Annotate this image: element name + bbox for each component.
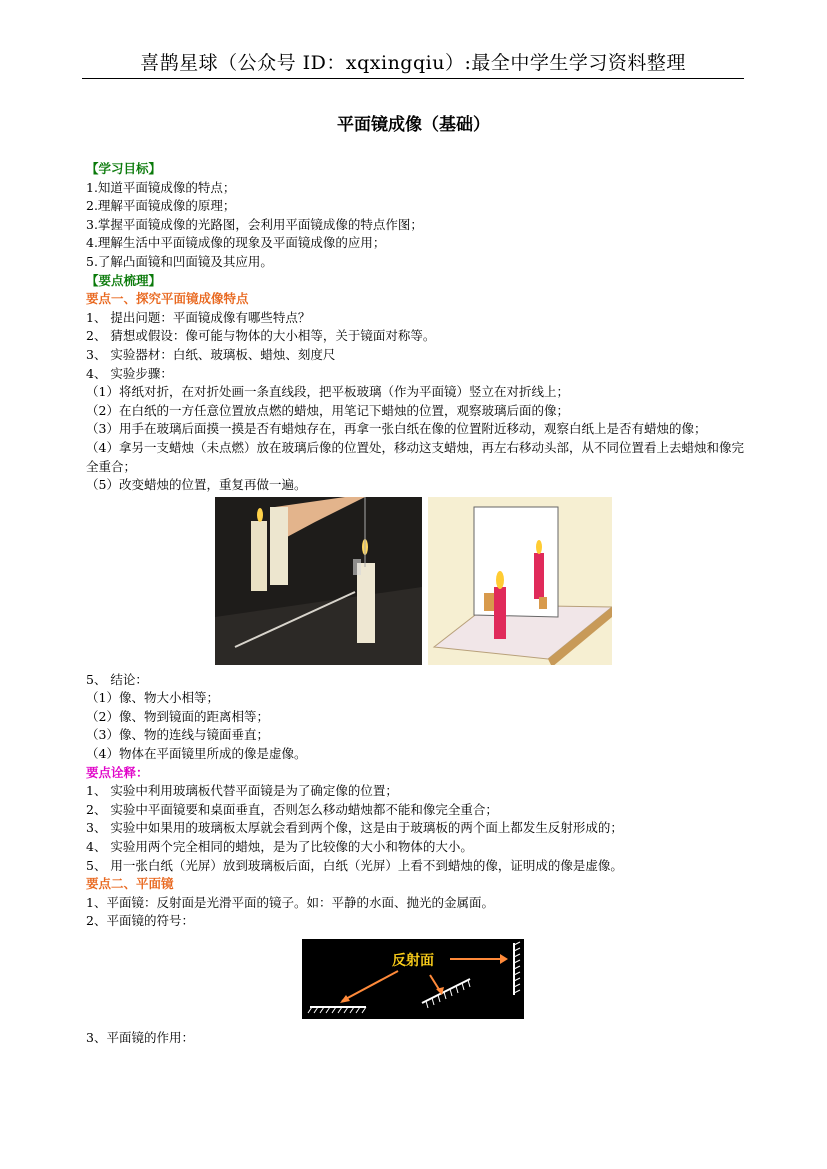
- step-item: （5）改变蜡烛的位置，重复再做一遍。: [86, 477, 307, 493]
- point1-item: 4、 实验步骤：: [86, 365, 173, 381]
- conclusion-heading: 5、 结论：: [86, 671, 148, 687]
- note-item: 5、 用一张白纸（光屏）放到玻璃板后面，白纸（光屏）上看不到蜡烛的像，证明成的像是虚像。: [86, 857, 623, 873]
- point2-item: 3、平面镜的作用：: [86, 1030, 194, 1045]
- mirror-label: 反射面: [392, 953, 434, 969]
- mirror-symbol-diagram: [302, 939, 524, 1019]
- goal-item: 3.掌握平面镜成像的光路图，会利用平面镜成像的特点作图；: [86, 216, 423, 232]
- goal-item: 4.理解生活中平面镜成像的现象及平面镜成像的应用；: [86, 235, 386, 251]
- page-title: 平面镜成像（基础）: [337, 115, 490, 135]
- notes-heading: 要点诠释：: [86, 764, 149, 780]
- page-header: 喜鹊星球（公众号 ID：xqxingqiu）:最全中学生学习资料整理: [82, 50, 744, 79]
- conclusion-item: （1）像、物大小相等；: [86, 690, 219, 706]
- note-item: 4、 实验用两个完全相同的蜡烛，是为了比较像的大小和物体的大小。: [86, 839, 473, 855]
- point1-item: 2、 猜想或假设：像可能与物体的大小相等，关于镜面对称等。: [86, 328, 436, 344]
- point2-item: 2、平面镜的符号：: [86, 913, 194, 929]
- conclusion-item: （2）像、物到镜面的距离相等；: [86, 708, 269, 724]
- step-item: （3）用手在玻璃后面摸一摸是否有蜡烛存在，再拿一张白纸在像的位置附近移动，观察白纸上是否有蜡烛的像；: [86, 421, 707, 437]
- document-body: [86, 160, 746, 1048]
- goal-item: 2.理解平面镜成像的原理；: [86, 198, 236, 214]
- step-item: （2）在白纸的一方任意位置放点燃的蜡烛，用笔记下蜡烛的位置，观察玻璃后面的像；: [86, 402, 569, 418]
- note-item: 1、 实验中利用玻璃板代替平面镜是为了确定像的位置；: [86, 783, 398, 799]
- point2-item: 1、平面镜：反射面是光滑平面的镜子。如：平静的水面、抛光的金属面。: [86, 894, 494, 910]
- experiment-photo: [215, 497, 422, 665]
- step-item: （4）拿另一支蜡烛（未点燃）放在玻璃后像的位置处，移动这支蜡烛，再左右移动头部，从不同位置看上去蜡烛和像完全重合；: [86, 439, 744, 474]
- conclusion-item: （3）像、物的连线与镜面垂直；: [86, 727, 269, 743]
- note-item: 3、 实验中如果用的玻璃板太厚就会看到两个像，这是由于玻璃板的两个面上都发生反射形成的；: [86, 820, 623, 836]
- goal-item: 5.了解凸面镜和凹面镜及其应用。: [86, 253, 273, 269]
- step-item: （1）将纸对折，在对折处画一条直线段，把平板玻璃（作为平面镜）竖立在对折线上；: [86, 384, 569, 400]
- experiment-figures: [86, 497, 746, 669]
- experiment-illustration: [428, 497, 612, 665]
- note-item: 2、 实验中平面镜要和桌面垂直，否则怎么移动蜡烛都不能和像完全重合；: [86, 801, 498, 817]
- point1-item: 3、 实验器材：白纸、玻璃板、蜡烛、刻度尺: [86, 346, 336, 362]
- goals-heading: 【学习目标】: [86, 161, 162, 176]
- mirror-symbol-figure: [86, 939, 746, 1023]
- goal-item: 1.知道平面镜成像的特点；: [86, 179, 236, 195]
- point2-heading: 要点二、平面镜: [86, 876, 174, 892]
- point1-item: 1、 提出问题：平面镜成像有哪些特点？: [86, 309, 311, 325]
- point1-heading: 要点一、探究平面镜成像特点: [86, 291, 249, 307]
- summary-heading: 【要点梳理】: [86, 272, 162, 288]
- conclusion-item: （4）物体在平面镜里所成的像是虚像。: [86, 746, 307, 762]
